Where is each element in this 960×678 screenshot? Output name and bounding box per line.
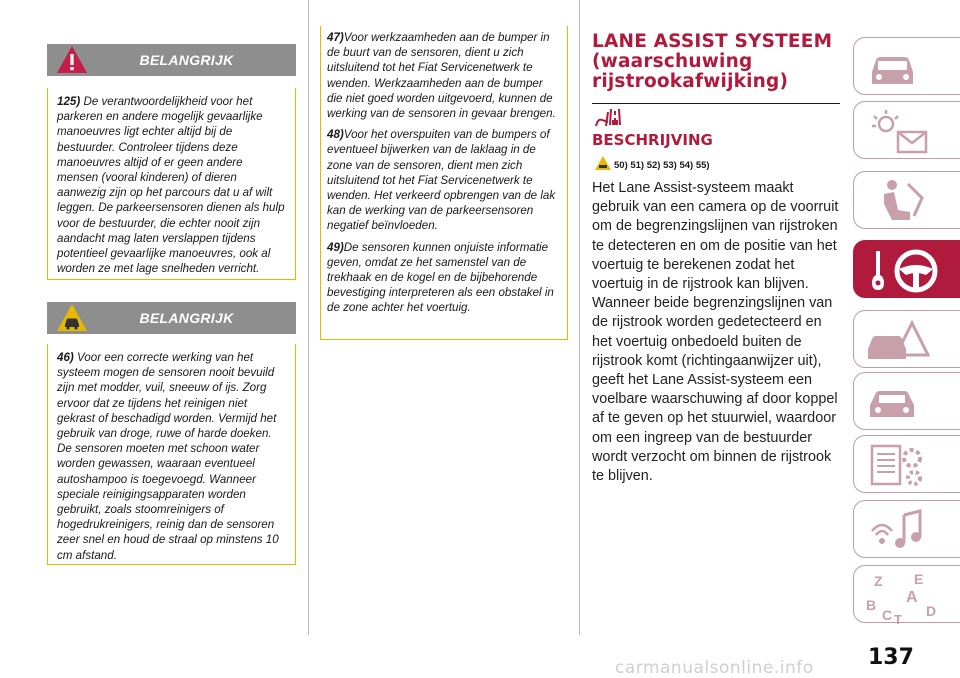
note-item (327, 30, 561, 121)
index-letter: D (926, 603, 937, 619)
key-steering-wheel-icon (864, 245, 944, 295)
warning-title: BELANGRIJK (139, 310, 234, 326)
tab-technical-data[interactable] (853, 435, 960, 493)
section-title: LANE ASSIST SYSTEEM (waarschuwing rijstrookafwijking) (592, 31, 833, 92)
music-note-icon (864, 505, 934, 555)
car-side-icon (864, 377, 924, 427)
note-number: 49) (327, 240, 344, 254)
page-number: 137 (868, 645, 914, 670)
title-underline (592, 103, 840, 104)
note-text: De sensoren kunnen onjuiste informatie geven, omdat ze het samenstel van de trekhaak en de kogel en de bijbehorende bevestiging interpreteren als een obstakel in de zone achter het voertuig. (327, 240, 554, 315)
note-text: Voor werkzaamheden aan de bumper in de buurt van de sensoren, dient u zich uitsluitend tot het Fiat Servicenetwerk te wenden. Werkzaamheden aan de bumper die niet goed worden uitgevoerd, kunnen de werking van de sensoren in gevaar brengen. (327, 31, 556, 121)
note-text: Voor het overspuiten van de bumpers of eventueel bijwerken van de laklaag in de zone van de sensoren, dient men zich uitsluitend tot het Fiat Servicenetwerk te wenden. Het verkeerd opbrengen van de lak kan de werking van de parkeersensoren negatief beïnvloeden. (327, 128, 556, 233)
seat-airbag-icon (864, 176, 934, 226)
tab-index[interactable] (853, 565, 960, 626)
note-number: 125) (57, 95, 81, 108)
index-letter: E (914, 571, 924, 587)
tab-vehicle-knowledge[interactable] (853, 37, 960, 95)
watermark: carmanualsonline.info (615, 658, 814, 678)
car-hazard-icon (864, 315, 934, 365)
lane-assist-icon (594, 106, 636, 128)
tab-multimedia[interactable] (853, 500, 960, 558)
index-letter: T (894, 612, 902, 626)
warning-title: BELANGRIJK (139, 52, 234, 68)
car-warning-icon (594, 155, 612, 171)
tab-emergency[interactable] (853, 310, 960, 368)
column-divider (579, 0, 580, 635)
car-front-icon (864, 42, 924, 92)
warning-text: Voor een correcte werking van het systeem mogen de sensoren nooit bevuild zijn met modder, vuil, sneeuw of ijs. Zorg ervoor dat ze tijdens het reinigen niet gekrast of beschadigd worden. Vermijd het gebruik van droge, ruwe of harde doeken. De sensoren moeten met schoon water worden gewassen, waaraan eventueel autoshampoo is toegevoegd. Wanneer speciale reinigingsapparaten worden gebruikt, zoals stoomreinigers of hogedrukreinigers, reinig dan de sensoren zeer snel en houd de straal op minstens 10 cm afstand. (57, 351, 279, 562)
tab-safety[interactable] (853, 171, 960, 229)
index-letter: Z (874, 573, 883, 589)
note-number: 48) (327, 128, 344, 142)
warning-body-1 (47, 88, 296, 280)
note-number: 47) (327, 31, 344, 44)
tab-starting-driving[interactable] (853, 240, 960, 298)
subsection-title: BESCHRIJVING (592, 131, 713, 149)
index-letter: C (882, 607, 893, 623)
note-number: 46) (57, 351, 74, 364)
tab-instruments[interactable] (853, 101, 960, 159)
warning-header-1 (47, 44, 296, 76)
light-envelope-icon (864, 106, 934, 156)
reference-numbers: 50) 51) 52) 53) 54) 55) (614, 160, 710, 171)
notes-box (320, 26, 568, 340)
warning-header-2 (47, 302, 296, 334)
index-letter: B (866, 597, 877, 613)
warning-text: De verantwoordelijkheid voor het parkeren en andere mogelijk gevaarlijke manoeuvres ligt echter altijd bij de bestuurder. Controleer tijdens deze manoeuvres altijd of er geen andere mensen (vooral kinderen) of dieren aanwezig zijn op het parcours dat u af wilt leggen. De parkeersensoren dienen als hulp voor de bestuurder, die echter nooit zijn aandacht mag laten verslappen tijdens potentieel gevaarlijke manoeuvres, ook al worden ze met lage snelheden verricht. (57, 95, 285, 276)
column-divider (308, 0, 309, 635)
alphabet-index-icon (864, 570, 944, 626)
specs-gear-icon (864, 440, 934, 490)
note-item (327, 240, 561, 316)
warning-body-2 (47, 344, 296, 565)
tab-maintenance[interactable] (853, 372, 960, 430)
index-letter: A (906, 589, 918, 606)
description-text: Het Lane Assist-systeem maakt gebruik van een camera op de voorruit om de begrenzingslijnen van rijstroken te detecteren en om de positie van het voertuig te berekenen zodat het voertuig in de rijstrook kan blijven. Wanneer beide begrenzingslijnen van de rijstrook worden gedetecteerd en het voertuig onbedoeld buiten de rijstrook komt (richtingaanwijzer uit), geeft het Lane Assist-systeem een voelbare waarschuwing af door koppel af te geven op het stuurwiel, waardoor om een ingreep van de bestuurder wordt verzocht om binnen de rijstrook te blijven. (592, 180, 839, 485)
note-item (327, 127, 561, 233)
